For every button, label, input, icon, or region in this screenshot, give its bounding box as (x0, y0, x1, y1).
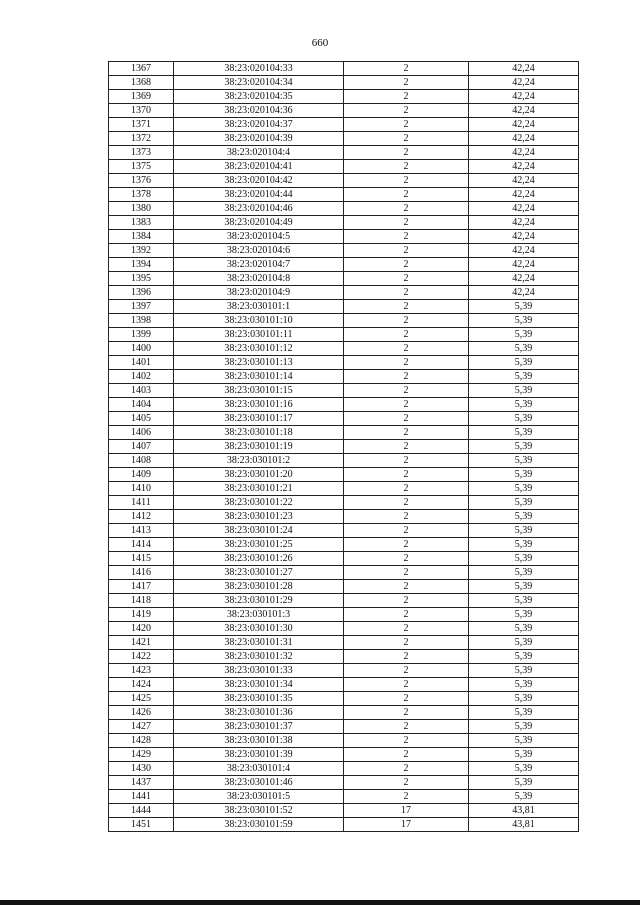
row-number-cell: 1420 (109, 622, 174, 636)
cadastral-number-cell: 38:23:030101:39 (174, 748, 344, 762)
category-cell: 2 (344, 384, 469, 398)
category-cell: 2 (344, 608, 469, 622)
row-number-cell: 1429 (109, 748, 174, 762)
value-cell: 5,39 (469, 608, 579, 622)
cadastral-number-cell: 38:23:030101:2 (174, 454, 344, 468)
category-cell: 2 (344, 244, 469, 258)
registry-table-body (109, 62, 579, 832)
table-row (109, 580, 579, 594)
row-number-cell: 1417 (109, 580, 174, 594)
category-cell: 2 (344, 216, 469, 230)
value-cell: 5,39 (469, 356, 579, 370)
value-cell: 42,24 (469, 118, 579, 132)
value-cell: 5,39 (469, 706, 579, 720)
category-cell: 2 (344, 468, 469, 482)
row-number-cell: 1424 (109, 678, 174, 692)
value-cell: 5,39 (469, 300, 579, 314)
category-cell: 2 (344, 748, 469, 762)
value-cell: 5,39 (469, 496, 579, 510)
cadastral-number-cell: 38:23:030101:11 (174, 328, 344, 342)
table-row (109, 104, 579, 118)
category-cell: 2 (344, 398, 469, 412)
category-cell: 2 (344, 174, 469, 188)
row-number-cell: 1370 (109, 104, 174, 118)
value-cell: 42,24 (469, 132, 579, 146)
row-number-cell: 1413 (109, 524, 174, 538)
row-number-cell: 1403 (109, 384, 174, 398)
category-cell: 2 (344, 160, 469, 174)
cadastral-number-cell: 38:23:030101:29 (174, 594, 344, 608)
cadastral-number-cell: 38:23:030101:13 (174, 356, 344, 370)
row-number-cell: 1371 (109, 118, 174, 132)
row-number-cell: 1414 (109, 538, 174, 552)
cadastral-number-cell: 38:23:030101:14 (174, 370, 344, 384)
table-row (109, 230, 579, 244)
cadastral-number-cell: 38:23:030101:20 (174, 468, 344, 482)
value-cell: 5,39 (469, 692, 579, 706)
category-cell: 2 (344, 342, 469, 356)
value-cell: 5,39 (469, 440, 579, 454)
value-cell: 5,39 (469, 734, 579, 748)
row-number-cell: 1368 (109, 76, 174, 90)
table-row (109, 90, 579, 104)
category-cell: 2 (344, 356, 469, 370)
category-cell: 2 (344, 370, 469, 384)
row-number-cell: 1437 (109, 776, 174, 790)
category-cell: 2 (344, 496, 469, 510)
value-cell: 5,39 (469, 482, 579, 496)
cadastral-number-cell: 38:23:030101:37 (174, 720, 344, 734)
category-cell: 2 (344, 482, 469, 496)
table-row (109, 818, 579, 832)
table-row (109, 720, 579, 734)
table-row (109, 622, 579, 636)
value-cell: 5,39 (469, 538, 579, 552)
row-number-cell: 1399 (109, 328, 174, 342)
table-row (109, 258, 579, 272)
row-number-cell: 1404 (109, 398, 174, 412)
table-row (109, 678, 579, 692)
category-cell: 2 (344, 188, 469, 202)
row-number-cell: 1367 (109, 62, 174, 76)
value-cell: 5,39 (469, 384, 579, 398)
table-row (109, 496, 579, 510)
row-number-cell: 1407 (109, 440, 174, 454)
category-cell: 2 (344, 720, 469, 734)
row-number-cell: 1423 (109, 664, 174, 678)
category-cell: 2 (344, 552, 469, 566)
category-cell: 2 (344, 454, 469, 468)
row-number-cell: 1384 (109, 230, 174, 244)
category-cell: 2 (344, 622, 469, 636)
row-number-cell: 1415 (109, 552, 174, 566)
cadastral-number-cell: 38:23:030101:17 (174, 412, 344, 426)
table-row (109, 468, 579, 482)
table-row (109, 426, 579, 440)
cadastral-number-cell: 38:23:020104:34 (174, 76, 344, 90)
category-cell: 2 (344, 314, 469, 328)
row-number-cell: 1383 (109, 216, 174, 230)
table-row (109, 314, 579, 328)
table-row (109, 664, 579, 678)
category-cell: 2 (344, 328, 469, 342)
cadastral-number-cell: 38:23:030101:22 (174, 496, 344, 510)
cadastral-number-cell: 38:23:020104:37 (174, 118, 344, 132)
cadastral-number-cell: 38:23:020104:49 (174, 216, 344, 230)
cadastral-number-cell: 38:23:030101:38 (174, 734, 344, 748)
cadastral-number-cell: 38:23:030101:1 (174, 300, 344, 314)
row-number-cell: 1405 (109, 412, 174, 426)
value-cell: 5,39 (469, 398, 579, 412)
table-row (109, 538, 579, 552)
row-number-cell: 1441 (109, 790, 174, 804)
row-number-cell: 1397 (109, 300, 174, 314)
row-number-cell: 1401 (109, 356, 174, 370)
value-cell: 5,39 (469, 776, 579, 790)
row-number-cell: 1398 (109, 314, 174, 328)
row-number-cell: 1406 (109, 426, 174, 440)
row-number-cell: 1394 (109, 258, 174, 272)
row-number-cell: 1451 (109, 818, 174, 832)
cadastral-number-cell: 38:23:020104:42 (174, 174, 344, 188)
value-cell: 5,39 (469, 468, 579, 482)
table-row (109, 482, 579, 496)
value-cell: 5,39 (469, 622, 579, 636)
scan-edge-bar (0, 900, 640, 905)
cadastral-number-cell: 38:23:020104:44 (174, 188, 344, 202)
table-row (109, 216, 579, 230)
category-cell: 2 (344, 692, 469, 706)
cadastral-number-cell: 38:23:030101:12 (174, 342, 344, 356)
row-number-cell: 1378 (109, 188, 174, 202)
registry-table (108, 61, 579, 832)
table-row (109, 244, 579, 258)
value-cell: 5,39 (469, 314, 579, 328)
category-cell: 17 (344, 804, 469, 818)
cadastral-number-cell: 38:23:030101:16 (174, 398, 344, 412)
value-cell: 42,24 (469, 202, 579, 216)
cadastral-number-cell: 38:23:030101:33 (174, 664, 344, 678)
value-cell: 42,24 (469, 104, 579, 118)
cadastral-number-cell: 38:23:030101:10 (174, 314, 344, 328)
value-cell: 5,39 (469, 342, 579, 356)
row-number-cell: 1421 (109, 636, 174, 650)
value-cell: 42,24 (469, 272, 579, 286)
table-row (109, 762, 579, 776)
value-cell: 5,39 (469, 678, 579, 692)
table-row (109, 356, 579, 370)
table-row (109, 202, 579, 216)
category-cell: 2 (344, 272, 469, 286)
value-cell: 5,39 (469, 636, 579, 650)
row-number-cell: 1375 (109, 160, 174, 174)
value-cell: 42,24 (469, 146, 579, 160)
value-cell: 42,24 (469, 90, 579, 104)
value-cell: 5,39 (469, 454, 579, 468)
row-number-cell: 1412 (109, 510, 174, 524)
table-row (109, 594, 579, 608)
table-row (109, 188, 579, 202)
table-row (109, 524, 579, 538)
cadastral-number-cell: 38:23:020104:6 (174, 244, 344, 258)
cadastral-number-cell: 38:23:030101:59 (174, 818, 344, 832)
cadastral-number-cell: 38:23:030101:35 (174, 692, 344, 706)
table-row (109, 454, 579, 468)
cadastral-number-cell: 38:23:020104:8 (174, 272, 344, 286)
category-cell: 2 (344, 286, 469, 300)
table-row (109, 384, 579, 398)
table-row (109, 734, 579, 748)
row-number-cell: 1400 (109, 342, 174, 356)
category-cell: 2 (344, 300, 469, 314)
value-cell: 42,24 (469, 188, 579, 202)
category-cell: 2 (344, 706, 469, 720)
row-number-cell: 1444 (109, 804, 174, 818)
row-number-cell: 1373 (109, 146, 174, 160)
row-number-cell: 1395 (109, 272, 174, 286)
category-cell: 2 (344, 62, 469, 76)
table-row (109, 174, 579, 188)
cadastral-number-cell: 38:23:030101:5 (174, 790, 344, 804)
table-row (109, 342, 579, 356)
value-cell: 42,24 (469, 286, 579, 300)
table-row (109, 412, 579, 426)
value-cell: 5,39 (469, 664, 579, 678)
cadastral-number-cell: 38:23:030101:3 (174, 608, 344, 622)
cadastral-number-cell: 38:23:030101:19 (174, 440, 344, 454)
cadastral-number-cell: 38:23:020104:4 (174, 146, 344, 160)
cadastral-number-cell: 38:23:030101:46 (174, 776, 344, 790)
table-row (109, 286, 579, 300)
cadastral-number-cell: 38:23:030101:30 (174, 622, 344, 636)
category-cell: 2 (344, 538, 469, 552)
row-number-cell: 1409 (109, 468, 174, 482)
row-number-cell: 1428 (109, 734, 174, 748)
cadastral-number-cell: 38:23:030101:31 (174, 636, 344, 650)
value-cell: 5,39 (469, 566, 579, 580)
value-cell: 42,24 (469, 62, 579, 76)
row-number-cell: 1419 (109, 608, 174, 622)
cadastral-number-cell: 38:23:030101:4 (174, 762, 344, 776)
row-number-cell: 1427 (109, 720, 174, 734)
table-row (109, 706, 579, 720)
category-cell: 2 (344, 146, 469, 160)
value-cell: 43,81 (469, 804, 579, 818)
table-row (109, 62, 579, 76)
value-cell: 5,39 (469, 748, 579, 762)
value-cell: 42,24 (469, 244, 579, 258)
table-row (109, 636, 579, 650)
value-cell: 5,39 (469, 790, 579, 804)
value-cell: 42,24 (469, 160, 579, 174)
cadastral-number-cell: 38:23:030101:36 (174, 706, 344, 720)
cadastral-number-cell: 38:23:030101:27 (174, 566, 344, 580)
cadastral-number-cell: 38:23:030101:28 (174, 580, 344, 594)
row-number-cell: 1425 (109, 692, 174, 706)
category-cell: 2 (344, 104, 469, 118)
table-row (109, 160, 579, 174)
category-cell: 2 (344, 580, 469, 594)
table-row (109, 804, 579, 818)
table-row (109, 272, 579, 286)
table-row (109, 370, 579, 384)
category-cell: 2 (344, 790, 469, 804)
table-row (109, 650, 579, 664)
category-cell: 2 (344, 426, 469, 440)
cadastral-number-cell: 38:23:030101:18 (174, 426, 344, 440)
table-row (109, 300, 579, 314)
table-row (109, 146, 579, 160)
row-number-cell: 1376 (109, 174, 174, 188)
value-cell: 5,39 (469, 328, 579, 342)
table-row (109, 132, 579, 146)
category-cell: 2 (344, 510, 469, 524)
value-cell: 5,39 (469, 580, 579, 594)
cadastral-number-cell: 38:23:030101:32 (174, 650, 344, 664)
category-cell: 2 (344, 594, 469, 608)
value-cell: 5,39 (469, 762, 579, 776)
table-row (109, 748, 579, 762)
cadastral-number-cell: 38:23:030101:21 (174, 482, 344, 496)
value-cell: 43,81 (469, 818, 579, 832)
table-row (109, 398, 579, 412)
cadastral-number-cell: 38:23:030101:24 (174, 524, 344, 538)
value-cell: 5,39 (469, 720, 579, 734)
table-row (109, 552, 579, 566)
row-number-cell: 1426 (109, 706, 174, 720)
category-cell: 2 (344, 258, 469, 272)
table-row (109, 790, 579, 804)
category-cell: 2 (344, 132, 469, 146)
category-cell: 2 (344, 650, 469, 664)
row-number-cell: 1410 (109, 482, 174, 496)
value-cell: 42,24 (469, 258, 579, 272)
value-cell: 42,24 (469, 76, 579, 90)
category-cell: 2 (344, 412, 469, 426)
category-cell: 2 (344, 230, 469, 244)
cadastral-number-cell: 38:23:020104:5 (174, 230, 344, 244)
category-cell: 2 (344, 762, 469, 776)
table-row (109, 440, 579, 454)
value-cell: 5,39 (469, 650, 579, 664)
cadastral-number-cell: 38:23:030101:25 (174, 538, 344, 552)
cadastral-number-cell: 38:23:020104:9 (174, 286, 344, 300)
cadastral-number-cell: 38:23:020104:41 (174, 160, 344, 174)
value-cell: 5,39 (469, 552, 579, 566)
value-cell: 42,24 (469, 216, 579, 230)
value-cell: 5,39 (469, 510, 579, 524)
category-cell: 2 (344, 566, 469, 580)
table-row (109, 76, 579, 90)
cadastral-number-cell: 38:23:020104:33 (174, 62, 344, 76)
category-cell: 2 (344, 524, 469, 538)
cadastral-number-cell: 38:23:020104:39 (174, 132, 344, 146)
value-cell: 5,39 (469, 524, 579, 538)
cadastral-number-cell: 38:23:030101:26 (174, 552, 344, 566)
table-row (109, 328, 579, 342)
row-number-cell: 1372 (109, 132, 174, 146)
row-number-cell: 1418 (109, 594, 174, 608)
table-row (109, 608, 579, 622)
value-cell: 5,39 (469, 426, 579, 440)
category-cell: 2 (344, 776, 469, 790)
category-cell: 17 (344, 818, 469, 832)
value-cell: 5,39 (469, 594, 579, 608)
row-number-cell: 1411 (109, 496, 174, 510)
row-number-cell: 1380 (109, 202, 174, 216)
value-cell: 42,24 (469, 174, 579, 188)
category-cell: 2 (344, 76, 469, 90)
cadastral-number-cell: 38:23:030101:34 (174, 678, 344, 692)
cadastral-number-cell: 38:23:020104:7 (174, 258, 344, 272)
row-number-cell: 1402 (109, 370, 174, 384)
category-cell: 2 (344, 664, 469, 678)
category-cell: 2 (344, 440, 469, 454)
category-cell: 2 (344, 90, 469, 104)
table-row (109, 692, 579, 706)
category-cell: 2 (344, 202, 469, 216)
cadastral-number-cell: 38:23:030101:52 (174, 804, 344, 818)
row-number-cell: 1369 (109, 90, 174, 104)
value-cell: 5,39 (469, 412, 579, 426)
cadastral-number-cell: 38:23:020104:36 (174, 104, 344, 118)
value-cell: 42,24 (469, 230, 579, 244)
cadastral-number-cell: 38:23:020104:46 (174, 202, 344, 216)
category-cell: 2 (344, 636, 469, 650)
category-cell: 2 (344, 678, 469, 692)
table-row (109, 510, 579, 524)
row-number-cell: 1416 (109, 566, 174, 580)
row-number-cell: 1430 (109, 762, 174, 776)
table-row (109, 118, 579, 132)
value-cell: 5,39 (469, 370, 579, 384)
page-number: 660 (311, 37, 329, 49)
row-number-cell: 1408 (109, 454, 174, 468)
row-number-cell: 1392 (109, 244, 174, 258)
row-number-cell: 1396 (109, 286, 174, 300)
row-number-cell: 1422 (109, 650, 174, 664)
table-row (109, 776, 579, 790)
table-row (109, 566, 579, 580)
category-cell: 2 (344, 118, 469, 132)
category-cell: 2 (344, 734, 469, 748)
cadastral-number-cell: 38:23:030101:23 (174, 510, 344, 524)
cadastral-number-cell: 38:23:030101:15 (174, 384, 344, 398)
cadastral-number-cell: 38:23:020104:35 (174, 90, 344, 104)
